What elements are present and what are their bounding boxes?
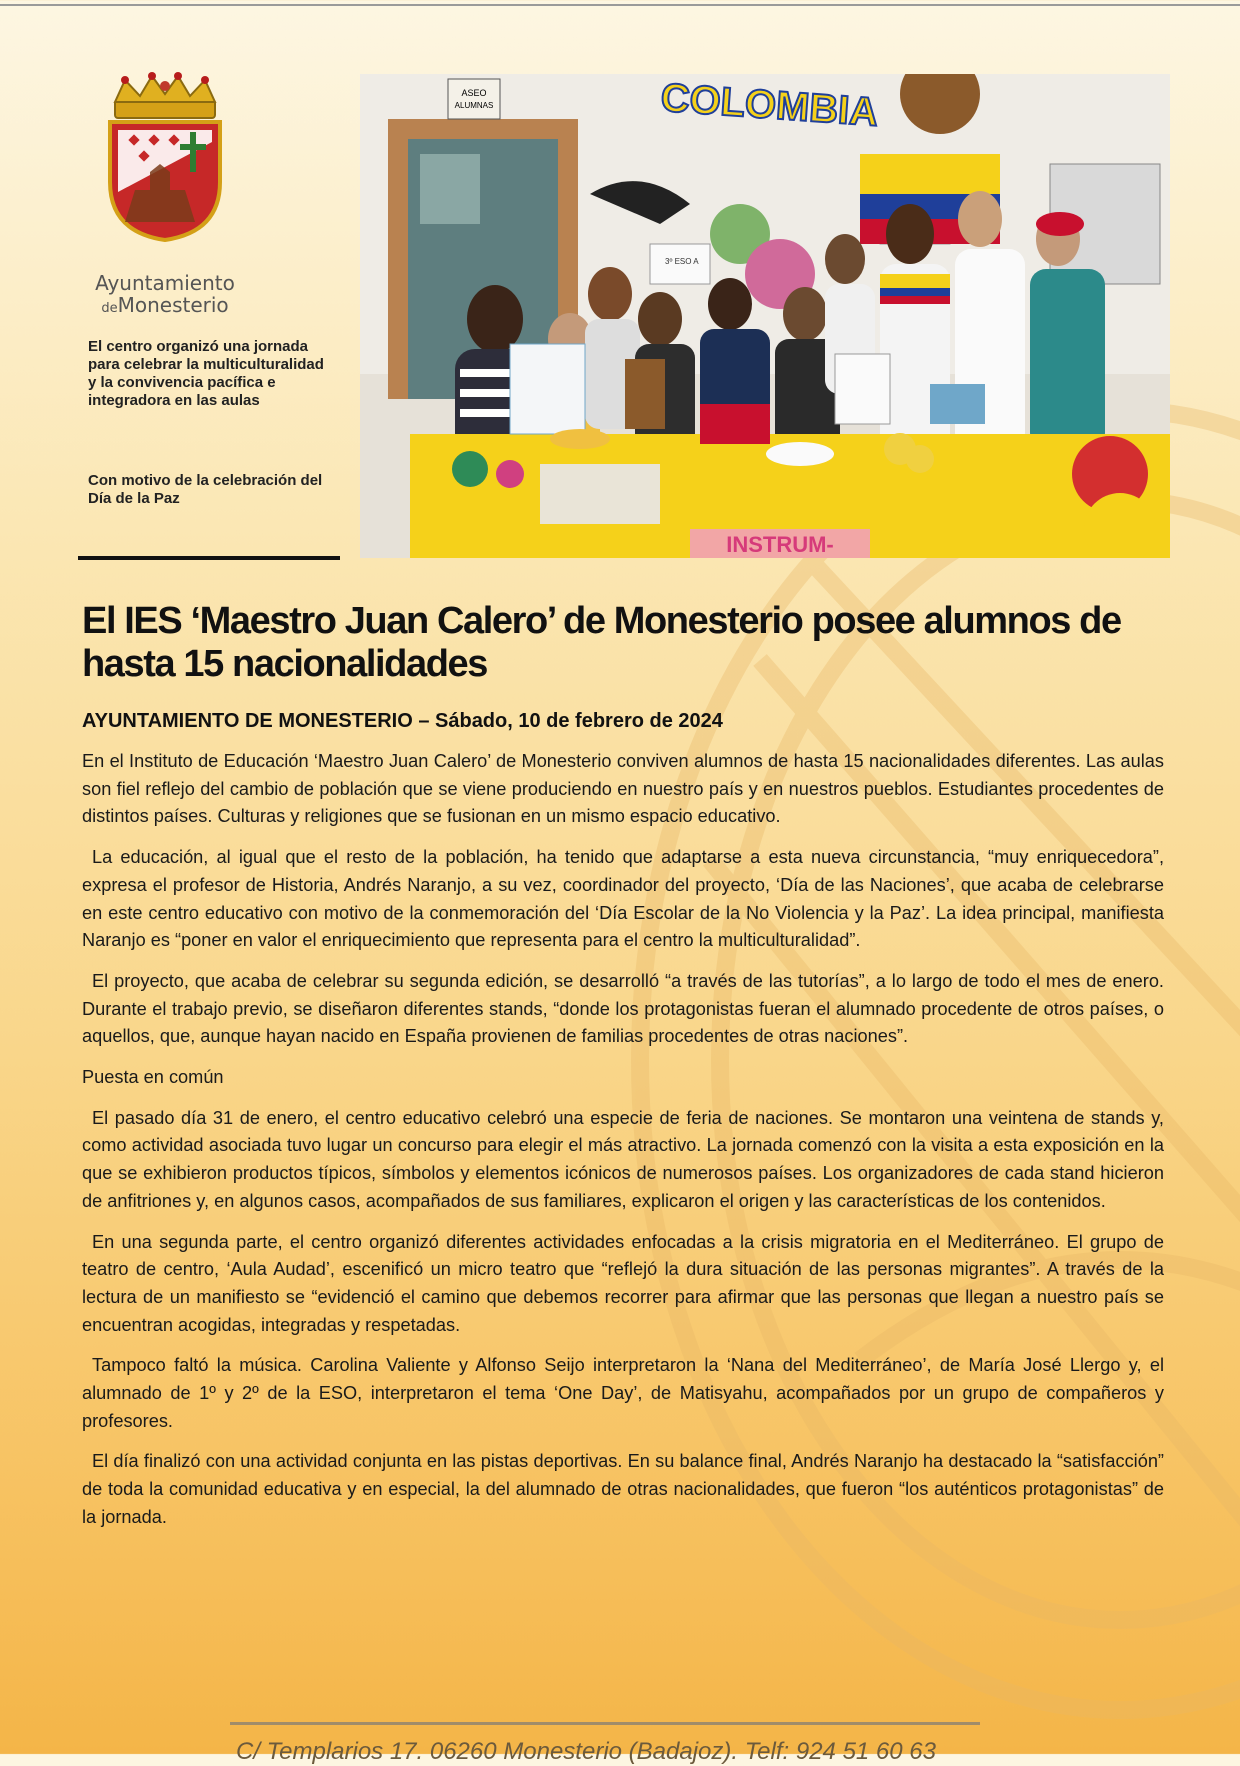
- footer-divider: [230, 1722, 980, 1725]
- top-border: [0, 4, 1240, 6]
- logo-wordmark: [90, 272, 240, 320]
- photo-table-banner: INSTRUM-: [726, 532, 834, 557]
- crown-shield-crest-icon: [90, 72, 240, 242]
- students-photo: [360, 74, 1170, 558]
- summary-note: El centro organizó una jornada para celebrar la multiculturalidad y la convivencia pacífica e integradora en las aulas: [88, 338, 324, 409]
- article-headline: El IES ‘Maestro Juan Calero’ de Monesterio posee alumnos de hasta 15 nacionalidades: [82, 600, 1121, 685]
- photo-class-sign: 3º ESO A: [665, 257, 699, 266]
- logo-line-2-name: Monesterio: [117, 293, 229, 317]
- logo-line-2-prefix: de: [101, 301, 118, 316]
- article-paragraph: En el Instituto de Educación ‘Maestro Juan Calero’ de Monesterio conviven alumnos de hasta 15 nacionalidades diferentes. Las aulas son fiel reflejo del cambio de población que se viene produciendo en nuestro país y en nuestros pueblos. Estudiantes procedentes de distintos países. Culturas y religiones que se fusionan en un mismo espacio educativo.: [82, 751, 1164, 827]
- logo-line-2: [90, 294, 240, 320]
- sign-aseo: ASEO: [461, 88, 487, 98]
- photo-banner-text: COLOMBIA: [659, 75, 880, 135]
- article-byline: AYUNTAMIENTO DE MONESTERIO – Sábado, 10 de febrero de 2024: [82, 710, 723, 732]
- article-paragraph: El día finalizó con una actividad conjunta en las pistas deportivas. En su balance final, Andrés Naranjo ha destacado la “satisfacción” de toda la comunidad educativa y en especial, la del alumnado de otras nacionalidades, que fueron “los auténticos protagonistas” de la jornada.: [82, 1451, 1164, 1527]
- sidebar-divider: [78, 556, 340, 560]
- article-paragraph: Tampoco faltó la música. Carolina Valiente y Alfonso Seijo interpretaron la ‘Nana del Mediterráneo’, de María José Llergo y, el alumnado de 1º y 2º de la ESO, interpretaron el tema ‘One Day’, de Matisyahu, acompañados por un grupo de compañeros y profesores.: [82, 1355, 1164, 1431]
- logo-line-1: Ayuntamiento: [95, 271, 235, 295]
- article-subheading: Puesta en común: [82, 1067, 224, 1088]
- footer-address: C/ Templarios 17. 06260 Monesterio (Badajoz). Telf: 924 51 60 63: [236, 1738, 936, 1765]
- occasion-note: Con motivo de la celebración del Día de la Paz: [88, 472, 323, 507]
- sign-alumnas: ALUMNAS: [454, 101, 494, 110]
- article-body: [82, 748, 1164, 1545]
- article-paragraph: El pasado día 31 de enero, el centro educativo celebró una especie de feria de naciones. Se montaron una veintena de stands y, como actividad asociada tuvo lugar un concurso para elegir el más atractivo. La jornada comenzó con la visita a esta exposición en la que se exhibieron productos típicos, símbolos y elementos icónicos de numerosos países. Los organizadores de cada stand hicieron de anfitriones y, en algunos casos, acompañados de sus familiares, explicaron el origen y las características de los contenidos.: [82, 1107, 1164, 1211]
- article-paragraph: En una segunda parte, el centro organizó diferentes actividades enfocadas a la crisis migratoria en el Mediterráneo. El grupo de teatro de centro, ‘Aula Audad’, escenificó un micro teatro que “reflejó la dura situación de las personas migrantes”. A través de la lectura de un manifiesto se “evidenció el camino que debemos recorrer para afirmar que las personas que llegan a nuestro país se encuentran acogidas, integradas y respetadas.: [82, 1231, 1164, 1335]
- article-paragraph: El proyecto, que acaba de celebrar su segunda edición, se desarrolló “a través de las tutorías”, a lo largo de todo el mes de enero. Durante el trabajo previo, se diseñaron diferentes stands, “donde los protagonistas fueran el alumnado procedente de otros países, o aquellos, que, aunque hayan nacido en España provienen de familias procedentes de otras naciones”.: [82, 970, 1164, 1047]
- article-paragraph: La educación, al igual que el resto de la población, ha tenido que adaptarse a esta nueva circunstancia, “muy enriquecedora”, expresa el profesor de Historia, Andrés Naranjo, a su vez, coordinador del proyecto, ‘Día de las Naciones’, que acaba de celebrarse en este centro educativo con motivo de la conmemoración del ‘Día Escolar de la No Violencia y la Paz’. La idea principal, manifiesta Naranjo es “poner en valor el enriquecimiento que representa para el centro la multiculturalidad”.: [82, 847, 1164, 951]
